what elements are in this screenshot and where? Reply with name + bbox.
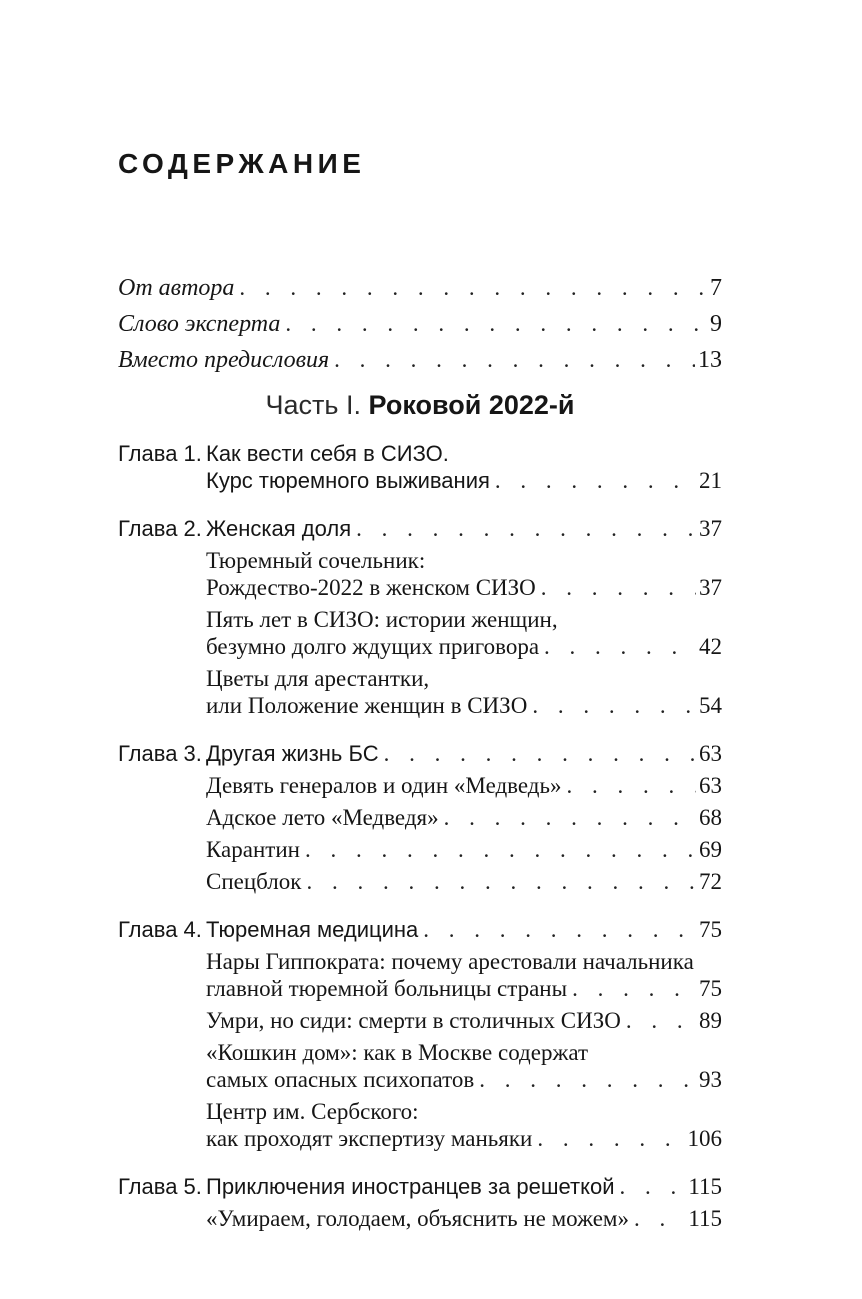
section-title-line: Тюремный сочельник: bbox=[206, 548, 426, 573]
dot-leader bbox=[572, 976, 696, 1002]
section-entry bbox=[206, 1098, 722, 1152]
page-number: 89 bbox=[699, 1008, 722, 1033]
dot-leader bbox=[634, 1206, 685, 1232]
page-number: 75 bbox=[699, 917, 722, 942]
section-entry bbox=[206, 804, 722, 831]
front-matter-entry bbox=[118, 342, 722, 378]
page-number: 75 bbox=[699, 976, 722, 1001]
section-title-row bbox=[206, 633, 722, 660]
dot-leader bbox=[479, 1067, 696, 1093]
section-entry bbox=[206, 547, 722, 601]
entry-label: От автора bbox=[118, 275, 235, 301]
section-entry bbox=[206, 772, 722, 799]
dot-leader bbox=[444, 805, 696, 831]
chapter-title-row bbox=[206, 740, 722, 767]
chapter-body bbox=[206, 515, 722, 724]
page-number: 115 bbox=[688, 1174, 722, 1199]
dot-leader bbox=[239, 270, 707, 306]
dot-leader bbox=[384, 741, 696, 767]
dot-leader bbox=[541, 575, 696, 601]
chapter-title-line: Курс тюремного выживания bbox=[206, 468, 490, 493]
dot-leader bbox=[626, 1008, 696, 1034]
chapter-label: Глава 4. bbox=[118, 917, 202, 942]
section-title-line: «Кошкин дом»: как в Москве содержат bbox=[206, 1040, 589, 1065]
section-entry bbox=[206, 1205, 722, 1232]
part-heading bbox=[118, 388, 722, 422]
section-title-row bbox=[206, 1125, 722, 1152]
section-title-row bbox=[206, 1205, 722, 1232]
dot-leader bbox=[285, 306, 707, 342]
chapter-title-row bbox=[206, 467, 722, 494]
part-number: Часть I. bbox=[265, 390, 361, 420]
page-number: 37 bbox=[699, 575, 722, 600]
section-title-row bbox=[206, 975, 722, 1002]
dot-leader bbox=[356, 516, 696, 542]
chapter-title-line: Женская доля bbox=[206, 516, 352, 541]
page-number: 42 bbox=[699, 634, 722, 659]
page-number: 63 bbox=[699, 773, 722, 798]
section-title-line: Адское лето «Медведя» bbox=[206, 805, 439, 830]
section-title-line: самых опасных психопатов bbox=[206, 1067, 475, 1092]
entry-label: Вместо предисловия bbox=[118, 347, 330, 373]
section-title-line: как проходят экспертизу маньяки bbox=[206, 1126, 533, 1151]
contents-title: СОДЕРЖАНИЕ bbox=[118, 148, 366, 179]
section-title-row bbox=[206, 836, 722, 863]
section-title-row bbox=[206, 574, 722, 601]
page-number: 93 bbox=[699, 1067, 722, 1092]
section-entry bbox=[206, 1007, 722, 1034]
section-title-line: безумно долго ждущих приговора bbox=[206, 634, 540, 659]
section-title-row bbox=[206, 772, 722, 799]
section-title-line: Пять лет в СИЗО: истории женщин, bbox=[206, 607, 558, 632]
section-title-row bbox=[206, 804, 722, 831]
page-number: 63 bbox=[699, 741, 722, 766]
section-title-line: Центр им. Сербского: bbox=[206, 1099, 419, 1124]
dot-leader bbox=[423, 917, 696, 943]
page-number: 9 bbox=[710, 311, 722, 337]
page-number: 68 bbox=[699, 805, 722, 830]
chapter-entry bbox=[118, 740, 722, 900]
chapter-body bbox=[206, 440, 722, 499]
chapter-title bbox=[206, 515, 722, 542]
part-title: Роковой 2022-й bbox=[368, 390, 575, 420]
section-title-line: Девять генералов и один «Медведь» bbox=[206, 773, 562, 798]
section-title-line: Карантин bbox=[206, 837, 300, 862]
dot-leader bbox=[537, 1126, 684, 1152]
section-title-line: Цветы для арестантки, bbox=[206, 666, 430, 691]
page-number: 115 bbox=[688, 1206, 722, 1231]
section-entry bbox=[206, 948, 722, 1002]
chapter-entry bbox=[118, 440, 722, 499]
section-title-line: Нары Гиппократа: почему арестовали начальника bbox=[206, 949, 694, 974]
chapter-entry bbox=[118, 1173, 722, 1237]
section-title-row bbox=[206, 1007, 722, 1034]
chapter-title-row bbox=[206, 1173, 722, 1200]
chapter-label: Глава 1. bbox=[118, 441, 202, 466]
dot-leader bbox=[532, 693, 696, 719]
entry-label: Слово эксперта bbox=[118, 311, 281, 337]
section-title-row bbox=[206, 868, 722, 895]
page-number: 21 bbox=[699, 468, 722, 493]
page-number: 7 bbox=[710, 275, 722, 301]
chapter-body bbox=[206, 916, 722, 1157]
chapter-title bbox=[206, 440, 722, 494]
chapter-title bbox=[206, 916, 722, 943]
chapter-entry bbox=[118, 515, 722, 724]
front-matter-entry bbox=[118, 306, 722, 342]
page-number: 54 bbox=[699, 693, 722, 718]
dot-leader bbox=[495, 468, 696, 494]
chapter-label: Глава 3. bbox=[118, 741, 202, 766]
chapter-label: Глава 2. bbox=[118, 516, 202, 541]
section-entry bbox=[206, 606, 722, 660]
chapter-title-row bbox=[206, 515, 722, 542]
chapter-body bbox=[206, 740, 722, 900]
dot-leader bbox=[305, 837, 696, 863]
chapter-title bbox=[206, 740, 722, 767]
dot-leader bbox=[334, 342, 695, 378]
chapter-title-line: Тюремная медицина bbox=[206, 917, 419, 942]
dot-leader bbox=[620, 1174, 686, 1200]
front-matter-entry bbox=[118, 270, 722, 306]
section-title-line: или Положение женщин в СИЗО bbox=[206, 693, 528, 718]
section-title-line: Умри, но сиди: смерти в столичных СИЗО bbox=[206, 1008, 621, 1033]
section-title-row bbox=[206, 1066, 722, 1093]
page-number: 106 bbox=[687, 1126, 722, 1151]
chapter-title bbox=[206, 1173, 722, 1200]
chapter-entry bbox=[118, 916, 722, 1157]
page-number: 37 bbox=[699, 516, 722, 541]
chapter-title-line: Другая жизнь БС bbox=[206, 741, 379, 766]
section-title-line: главной тюремной больницы страны bbox=[206, 976, 568, 1001]
chapter-title-line: Как вести себя в СИЗО. bbox=[206, 441, 449, 466]
dot-leader bbox=[567, 773, 696, 799]
dot-leader bbox=[544, 634, 696, 660]
section-title-row bbox=[206, 692, 722, 719]
section-entry bbox=[206, 665, 722, 719]
section-entry bbox=[206, 868, 722, 895]
section-title-line: «Умираем, голодаем, объяснить не можем» bbox=[206, 1206, 629, 1231]
front-matter-list bbox=[118, 270, 722, 378]
section-entry bbox=[206, 836, 722, 863]
page-number: 72 bbox=[699, 869, 722, 894]
chapter-body bbox=[206, 1173, 722, 1237]
chapter-label: Глава 5. bbox=[118, 1174, 202, 1199]
chapter-title-row bbox=[206, 916, 722, 943]
section-title-line: Спецблок bbox=[206, 869, 302, 894]
section-title-line: Рождество-2022 в женском СИЗО bbox=[206, 575, 536, 600]
page-number: 69 bbox=[699, 837, 722, 862]
section-entry bbox=[206, 1039, 722, 1093]
page-number: 13 bbox=[698, 347, 722, 373]
chapter-title-line: Приключения иностранцев за решеткой bbox=[206, 1174, 615, 1199]
dot-leader bbox=[306, 869, 696, 895]
